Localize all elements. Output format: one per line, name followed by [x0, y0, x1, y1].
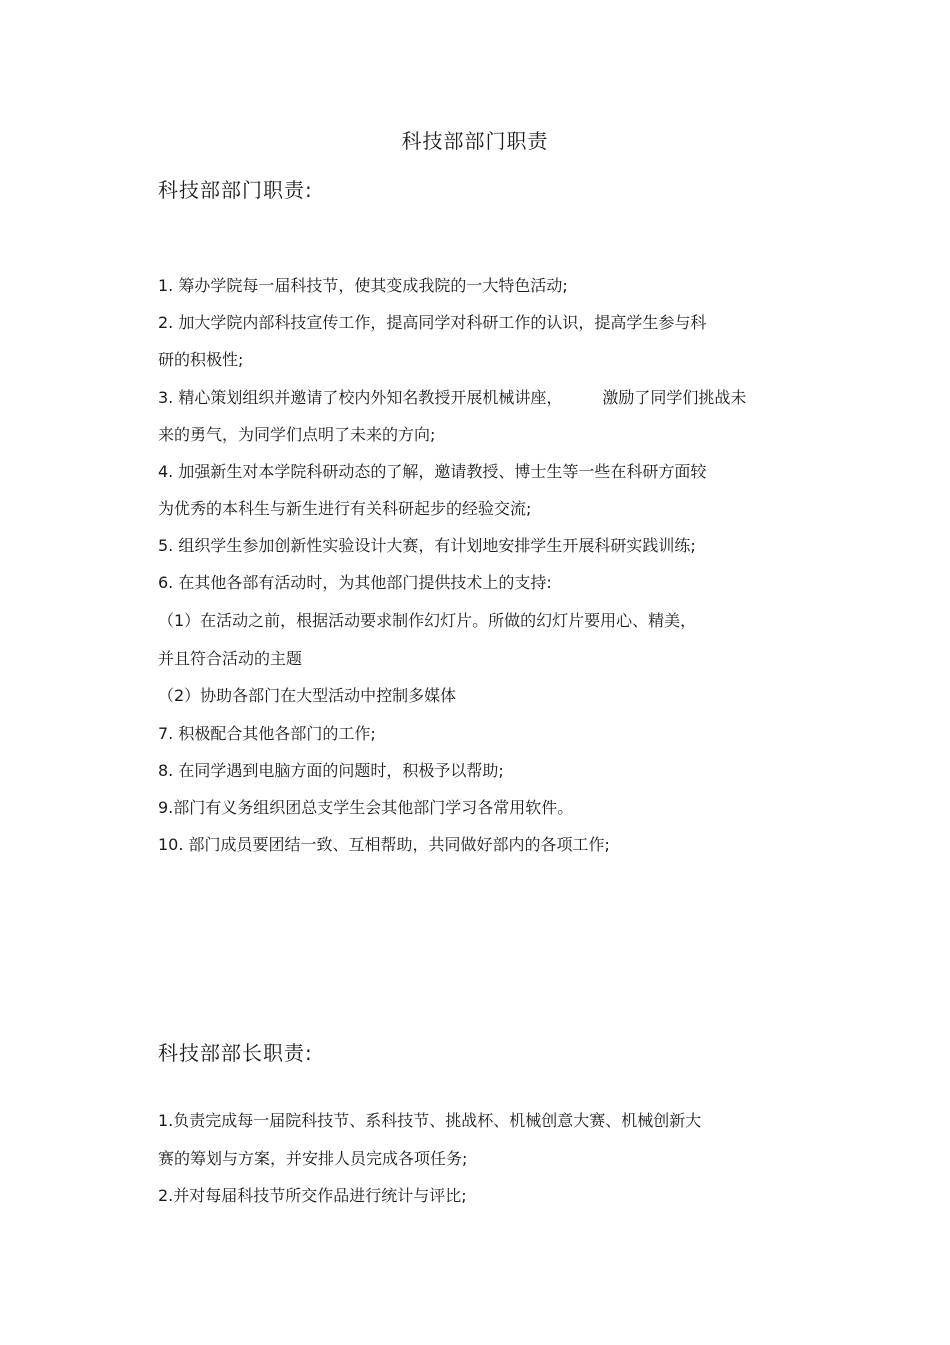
duty-line-2-cont: 研的积极性;	[158, 350, 244, 369]
director-duty-line-1: 1.负责完成每一届院科技节、系科技节、挑战杯、机械创意大赛、机械创新大	[158, 1111, 702, 1130]
duty-line-8: 8. 在同学遇到电脑方面的问题时，积极予以帮助;	[158, 761, 504, 780]
duty-line-3-part-b: 激励了同学们挑战未	[602, 388, 747, 407]
duty-line-4-cont: 为优秀的本科生与新生进行有关科研起步的经验交流;	[158, 499, 532, 518]
document-title: 科技部部门职责	[401, 129, 549, 153]
section-heading-director-duties: 科技部部长职责:	[158, 1041, 313, 1065]
director-duty-line-2: 2.并对每届科技节所交作品进行统计与评比;	[158, 1186, 467, 1205]
duty-line-2: 2. 加大学院内部科技宣传工作，提高同学对科研工作的认识，提高学生参与科	[158, 313, 707, 332]
duty-line-7: 7. 积极配合其他各部门的工作;	[158, 724, 376, 743]
duty-line-4: 4. 加强新生对本学院科研动态的了解，邀请教授、博士生等一些在科研方面较	[158, 462, 707, 481]
duty-line-6-sub-1: （1）在活动之前，根据活动要求制作幻灯片。所做的幻灯片要用心、精美，	[158, 611, 697, 630]
duty-line-3-part-a: 3. 精心策划组织并邀请了校内外知名教授开展机械讲座，	[158, 388, 563, 407]
duty-line-6: 6. 在其他各部有活动时，为其他部门提供技术上的支持:	[158, 573, 552, 592]
director-duty-line-1-cont: 赛的筹划与方案，并安排人员完成各项任务;	[158, 1149, 468, 1168]
duty-line-6-sub-2: （2）协助各部门在大型活动中控制多媒体	[158, 686, 457, 705]
duty-line-6-sub-1-cont: 并且符合活动的主题	[158, 649, 303, 668]
duty-line-1: 1. 筹办学院每一届科技节，使其变成我院的一大特色活动;	[158, 276, 568, 295]
section-heading-department-duties: 科技部部门职责:	[158, 178, 313, 202]
duty-line-9: 9.部门有义务组织团总支学生会其他部门学习各常用软件。	[158, 798, 574, 817]
duty-line-3-cont: 来的勇气，为同学们点明了未来的方向;	[158, 425, 436, 444]
duty-line-3	[158, 385, 746, 411]
duty-line-5: 5. 组织学生参加创新性实验设计大赛，有计划地安排学生开展科研实践训练;	[158, 536, 696, 555]
duty-line-10: 10. 部门成员要团结一致、互相帮助，共同做好部内的各项工作;	[158, 835, 610, 854]
